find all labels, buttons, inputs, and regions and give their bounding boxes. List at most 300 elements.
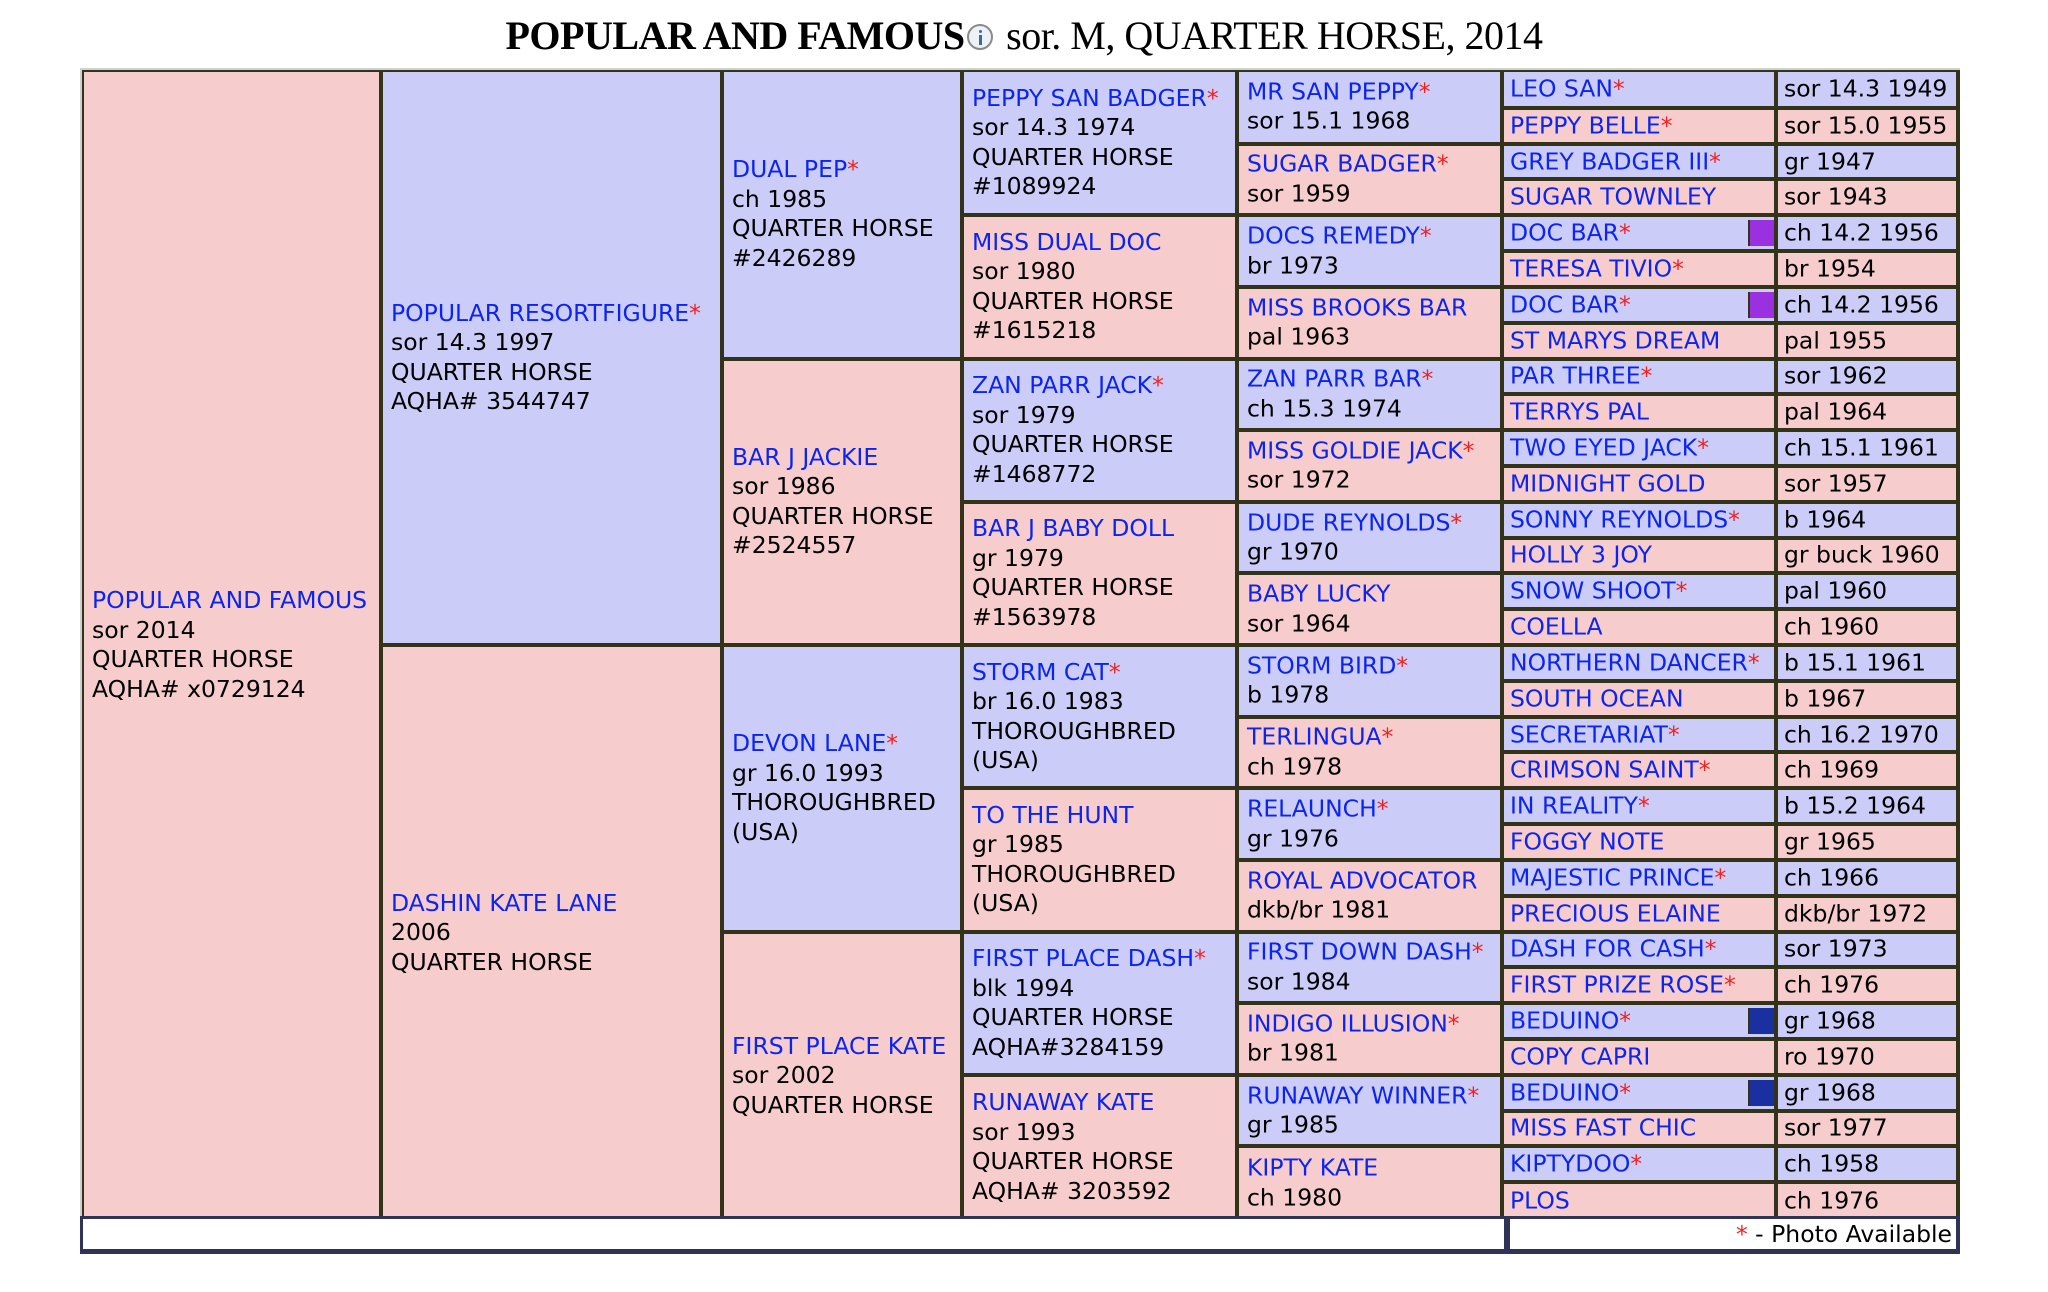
horse-info <box>1247 723 1498 782</box>
gen5-details-cell <box>1778 253 1956 285</box>
gen5-details-cell <box>1778 934 1956 966</box>
gen4-cell <box>1239 504 1500 572</box>
photo-available-icon: * <box>1709 146 1721 175</box>
horse-name-link[interactable]: STORM CAT <box>972 657 1109 686</box>
horse-name-row <box>972 371 1233 401</box>
horse-info <box>1247 651 1498 710</box>
horse-summary: sor. M, QUARTER HORSE, 2014 <box>996 13 1543 58</box>
horse-name-link[interactable]: MAJESTIC PRINCE <box>1510 863 1715 892</box>
horse-detail: sor 15.0 1955 <box>1784 110 1948 139</box>
gen4-cell <box>1239 647 1500 715</box>
horse-name-link[interactable]: SOUTH OCEAN <box>1510 683 1684 712</box>
horse-detail: sor 2014 <box>92 615 196 644</box>
horse-detail: ch 1985 <box>732 184 828 213</box>
pedigree-table <box>80 68 1960 1254</box>
horse-name-title: POPULAR AND FAMOUS <box>505 13 965 58</box>
horse-detail: THOROUGHBRED <box>972 716 1176 745</box>
photo-available-icon: * <box>886 729 899 758</box>
horse-name-link[interactable]: DEVON LANE <box>732 729 887 758</box>
horse-name-row <box>1247 508 1498 538</box>
horse-info <box>972 514 1233 632</box>
horse-name-link[interactable]: KIPTY KATE <box>1247 1153 1379 1182</box>
horse-detail: QUARTER HORSE <box>732 214 934 243</box>
horse-name-row <box>1510 218 1772 248</box>
horse-detail: AQHA# 3544747 <box>391 387 591 415</box>
photo-available-icon: * <box>1723 970 1736 999</box>
horse-name-link[interactable]: DASHIN KATE LANE <box>391 888 618 917</box>
gen3-cell <box>964 790 1235 929</box>
horse-name-row <box>1247 651 1498 681</box>
photo-available-icon: * <box>1376 794 1389 823</box>
horse-name-link[interactable]: POPULAR RESORTFIGURE <box>391 298 690 327</box>
horse-name-link[interactable]: MISS BROOKS BAR <box>1247 293 1468 322</box>
photo-available-icon: * <box>1672 254 1684 283</box>
horse-detail: QUARTER HORSE <box>972 142 1174 171</box>
photo-available-icon: * <box>1419 221 1432 250</box>
horse-name-row <box>1510 863 1772 893</box>
gen4-cell <box>1239 217 1500 285</box>
horse-name-link[interactable]: NORTHERN DANCER <box>1510 648 1748 677</box>
horse-detail: pal 1963 <box>1247 322 1351 351</box>
gen5-details-cell <box>1778 540 1956 572</box>
gen5-name-cell <box>1504 1077 1774 1109</box>
gen5-name-cell <box>1504 325 1774 357</box>
horse-name-link[interactable]: IN REALITY <box>1510 791 1638 820</box>
horse-name-link[interactable]: TERRYS PAL <box>1510 397 1649 426</box>
horse-name-row <box>1247 1009 1498 1039</box>
horse-info <box>972 1088 1233 1206</box>
photo-available-icon: * <box>1381 722 1394 751</box>
color-swatch-icon <box>1748 292 1774 318</box>
horse-name-row <box>1247 866 1498 896</box>
horse-name-row <box>732 155 958 185</box>
gen5-name-cell <box>1504 754 1774 786</box>
gen4-cell <box>1239 1005 1500 1073</box>
photo-available-icon: * <box>1612 74 1625 103</box>
gen5-details-cell <box>1778 719 1956 751</box>
gen5-name-cell <box>1504 898 1774 930</box>
horse-detail: br 16.0 1983 <box>972 687 1124 716</box>
gen5-name-cell <box>1504 790 1774 822</box>
horse-detail: ch 1960 <box>1784 612 1880 641</box>
gen5-name-cell <box>1504 575 1774 607</box>
horse-detail: gr 1965 <box>1784 827 1876 856</box>
horse-name-link[interactable]: MISS FAST CHIC <box>1510 1113 1697 1142</box>
horse-detail: gr 1968 <box>1784 1006 1876 1035</box>
color-swatch-icon <box>1748 1080 1774 1106</box>
horse-detail: sor 1972 <box>1247 465 1351 494</box>
gen3-cell <box>964 72 1235 213</box>
horse-detail: #1089924 <box>972 172 1097 201</box>
horse-detail: sor 1993 <box>972 1117 1076 1146</box>
photo-available-icon: * <box>1152 371 1164 400</box>
gen3-cell <box>964 217 1235 356</box>
gen5-name-cell <box>1504 181 1774 213</box>
horse-detail: #1468772 <box>972 459 1097 488</box>
horse-name-link[interactable]: TO THE HUNT <box>972 800 1134 829</box>
horse-name-row <box>732 1032 958 1062</box>
horse-detail: sor 1962 <box>1784 361 1888 390</box>
horse-name-row <box>1510 254 1772 284</box>
gen5-details-cell <box>1778 361 1956 393</box>
page-title <box>0 12 2048 59</box>
horse-detail: gr buck 1960 <box>1784 540 1940 569</box>
horse-detail: sor 14.3 1949 <box>1784 74 1948 103</box>
horse-name-link[interactable]: MISS GOLDIE JACK <box>1247 436 1463 465</box>
horse-name-row <box>972 1088 1233 1118</box>
gen5-name-cell <box>1504 969 1774 1001</box>
photo-available-icon: * <box>1396 651 1409 680</box>
photo-available-icon: * <box>1206 83 1219 112</box>
horse-detail: sor 2002 <box>732 1061 836 1089</box>
horse-info <box>1247 1009 1498 1068</box>
horse-name-row <box>1247 150 1498 180</box>
horse-name-row <box>1510 1114 1772 1144</box>
horse-detail: QUARTER HORSE <box>972 1003 1174 1032</box>
gen4-cell <box>1239 146 1500 214</box>
photo-available-icon: * <box>1619 1006 1632 1035</box>
horse-name-link[interactable]: FIRST PLACE DASH <box>972 944 1195 973</box>
horse-name-link[interactable]: HOLLY 3 JOY <box>1510 540 1652 569</box>
horse-detail: QUARTER HORSE <box>92 645 294 673</box>
horse-name-link[interactable]: PAR THREE <box>1510 361 1641 390</box>
photo-available-icon: * <box>1421 364 1434 393</box>
horse-detail: #1563978 <box>972 602 1097 631</box>
horse-info <box>1247 1154 1498 1213</box>
gen4-cell <box>1239 72 1500 142</box>
horse-detail: sor 1979 <box>972 400 1076 429</box>
photo-available-icon: * <box>1698 755 1711 784</box>
horse-name-link[interactable]: LEO SAN <box>1510 74 1613 103</box>
horse-detail: gr 1985 <box>1247 1110 1339 1139</box>
horse-name-link[interactable]: RUNAWAY WINNER <box>1247 1081 1468 1110</box>
horse-detail: sor 15.1 1968 <box>1247 106 1411 135</box>
gen2-cell <box>724 72 960 357</box>
horse-name-link[interactable]: DOC BAR <box>1510 218 1619 247</box>
horse-detail: ch 1958 <box>1784 1149 1880 1178</box>
horse-detail: sor 14.3 1997 <box>391 328 555 356</box>
horse-detail: QUARTER HORSE <box>972 1147 1174 1176</box>
horse-name-link[interactable]: TERLINGUA <box>1247 722 1382 751</box>
horse-detail: sor 1984 <box>1247 967 1351 996</box>
gen5-name-cell <box>1504 862 1774 894</box>
photo-available-icon: * <box>1436 149 1449 178</box>
horse-name-row <box>1247 580 1498 610</box>
horse-detail: blk 1994 <box>972 973 1075 1002</box>
photo-available-icon: * <box>1619 290 1631 319</box>
gen5-name-cell <box>1504 217 1774 249</box>
horse-detail: (USA) <box>972 889 1039 918</box>
horse-detail: (USA) <box>732 817 799 846</box>
horse-info <box>1247 293 1498 352</box>
horse-detail: pal 1964 <box>1784 397 1888 426</box>
gen5-details-cell <box>1778 1113 1956 1145</box>
horse-name-link[interactable]: DASH FOR CASH <box>1510 934 1705 963</box>
horse-name-row <box>1510 505 1772 535</box>
gen5-name-cell <box>1504 396 1774 428</box>
horse-info <box>92 586 377 704</box>
gen4-cell <box>1239 1077 1500 1145</box>
horse-detail: b 15.1 1961 <box>1784 648 1926 677</box>
horse-info <box>732 1032 958 1121</box>
horse-name-link[interactable]: ST MARYS DREAM <box>1510 325 1721 354</box>
gen5-name-cell <box>1504 934 1774 966</box>
horse-detail: ch 1978 <box>1247 752 1343 781</box>
horse-info <box>1247 77 1498 136</box>
horse-info <box>1247 580 1498 639</box>
horse-name-row <box>732 729 958 759</box>
horse-name-row <box>391 299 718 329</box>
horse-name-link[interactable]: ZAN PARR JACK <box>972 371 1153 400</box>
gen5-name-cell <box>1504 647 1774 679</box>
horse-detail: 2006 <box>391 917 451 946</box>
horse-name-link[interactable]: CRIMSON SAINT <box>1510 755 1699 784</box>
horse-detail: ch 14.2 1956 <box>1784 218 1939 247</box>
horse-name-row <box>1510 183 1772 213</box>
horse-name-link[interactable]: DUAL PEP <box>732 155 848 184</box>
horse-name-link[interactable]: MIDNIGHT GOLD <box>1510 469 1706 498</box>
gen2-cell <box>724 934 960 1219</box>
horse-detail: b 1978 <box>1247 680 1330 709</box>
horse-name-link[interactable]: KIPTYDOO <box>1510 1149 1631 1178</box>
horse-name-link[interactable]: BEDUINO <box>1510 1077 1620 1106</box>
horse-detail: b 1964 <box>1784 504 1867 533</box>
horse-name-link[interactable]: SUGAR BADGER <box>1247 149 1437 178</box>
horse-name-link[interactable]: SECRETARIAT <box>1510 719 1668 748</box>
horse-name-link[interactable]: BAR J BABY DOLL <box>972 514 1175 543</box>
horse-name-link[interactable]: DOC BAR <box>1510 290 1619 319</box>
horse-detail: br 1954 <box>1784 254 1876 283</box>
horse-info <box>1247 866 1498 925</box>
gen4-cell <box>1239 719 1500 787</box>
gen5-details-cell <box>1778 611 1956 643</box>
horse-name-row <box>1510 362 1772 392</box>
gen3-cell <box>964 934 1235 1073</box>
gen5-name-cell <box>1504 826 1774 858</box>
gen4-cell <box>1239 790 1500 858</box>
horse-detail: QUARTER HORSE <box>732 1090 934 1119</box>
gen4-cell <box>1239 575 1500 643</box>
horse-name-link[interactable]: COPY CAPRI <box>1510 1042 1651 1071</box>
horse-info <box>972 84 1233 202</box>
horse-detail: THOROUGHBRED <box>972 859 1176 888</box>
gen4-cell <box>1239 361 1500 429</box>
horse-name-row <box>1510 111 1772 141</box>
horse-name-link[interactable]: INDIGO ILLUSION <box>1247 1009 1448 1038</box>
gen4-cell <box>1239 432 1500 500</box>
horse-name-link[interactable]: PLOS <box>1510 1186 1570 1215</box>
gen5-details-cell <box>1778 110 1956 142</box>
gen5-details-cell <box>1778 647 1956 679</box>
photo-available-icon: * <box>1467 1081 1480 1110</box>
horse-name-row <box>1247 436 1498 466</box>
horse-name-row <box>972 944 1233 974</box>
horse-name-row <box>92 586 377 616</box>
gen5-details-cell <box>1778 432 1956 464</box>
horse-name-row <box>1247 365 1498 395</box>
gen2-cell <box>724 647 960 930</box>
photo-available-icon: * <box>1637 791 1650 820</box>
horse-name-link[interactable]: FIRST PLACE KATE <box>732 1031 947 1060</box>
horse-detail: dkb/br 1972 <box>1784 898 1928 927</box>
horse-info <box>732 443 958 561</box>
info-icon[interactable] <box>967 24 993 50</box>
horse-name-link[interactable]: BABY LUCKY <box>1247 579 1391 608</box>
horse-detail: QUARTER HORSE <box>391 947 593 976</box>
photo-available-icon: * <box>1660 110 1673 139</box>
horse-name-link[interactable]: BAR J JACKIE <box>732 442 879 471</box>
horse-detail: #2524557 <box>732 531 857 560</box>
horse-name-row <box>1510 648 1772 678</box>
horse-name-link[interactable]: ZAN PARR BAR <box>1247 364 1422 393</box>
horse-name-row <box>1510 541 1772 571</box>
horse-name-link[interactable]: MISS DUAL DOC <box>972 227 1162 256</box>
gen5-details-cell <box>1778 575 1956 607</box>
gen4-cell <box>1239 1148 1500 1218</box>
horse-info <box>1247 1081 1498 1140</box>
horse-name-row <box>1247 293 1498 323</box>
gen5-details-cell <box>1778 72 1956 106</box>
horse-name-row <box>1510 791 1772 821</box>
gen5-details-cell <box>1778 969 1956 1001</box>
gen4-cell <box>1239 934 1500 1002</box>
gen4-cell <box>1239 862 1500 930</box>
photo-available-icon: * <box>1728 504 1740 533</box>
gen5-name-cell <box>1504 504 1774 536</box>
horse-detail: pal 1955 <box>1784 325 1888 354</box>
photo-available-icon: * <box>1450 508 1463 537</box>
gen5-details-cell <box>1778 146 1956 178</box>
horse-name-row <box>1510 147 1772 177</box>
horse-name-row <box>732 443 958 473</box>
gen3-cell <box>964 361 1235 500</box>
gen5-name-cell <box>1504 110 1774 142</box>
horse-info <box>972 371 1233 489</box>
gen5-name-cell <box>1504 1184 1774 1218</box>
gen5-name-cell <box>1504 1148 1774 1180</box>
horse-detail: QUARTER HORSE <box>972 286 1174 315</box>
horse-name-row <box>1510 1042 1772 1072</box>
gen5-details-cell <box>1778 1041 1956 1073</box>
horse-name-link[interactable]: PRECIOUS ELAINE <box>1510 898 1721 927</box>
photo-available-icon: * <box>1675 576 1688 605</box>
horse-name-link[interactable]: SONNY REYNOLDS <box>1510 504 1729 533</box>
horse-detail: sor 1959 <box>1247 179 1351 208</box>
horse-detail: ch 16.2 1970 <box>1784 719 1939 748</box>
gen5-name-cell <box>1504 719 1774 751</box>
horse-name-link[interactable]: DOCS REMEDY <box>1247 221 1420 250</box>
subject-cell <box>84 72 379 1218</box>
gen5-name-cell <box>1504 146 1774 178</box>
gen5-name-cell <box>1504 289 1774 321</box>
horse-name-row <box>1510 577 1772 607</box>
horse-name-row <box>972 228 1233 258</box>
horse-info <box>1247 508 1498 567</box>
horse-name-link[interactable]: ROYAL ADVOCATOR <box>1247 866 1478 895</box>
gen5-name-cell <box>1504 432 1774 464</box>
horse-detail: b 15.2 1964 <box>1784 791 1926 820</box>
horse-name-link[interactable]: FOGGY NOTE <box>1510 827 1665 856</box>
horse-name-row <box>1247 1081 1498 1111</box>
horse-info <box>972 658 1233 776</box>
horse-name-link[interactable]: GREY BADGER III <box>1510 146 1710 175</box>
horse-name-row <box>972 84 1233 114</box>
horse-name-link[interactable]: TERESA TIVIO <box>1510 254 1673 283</box>
gen5-name-cell <box>1504 468 1774 500</box>
horse-detail: b 1967 <box>1784 683 1867 712</box>
horse-name-row <box>1510 1150 1772 1180</box>
horse-name-row <box>1510 899 1772 929</box>
horse-detail: ch 14.2 1956 <box>1784 290 1939 319</box>
horse-info <box>732 155 958 273</box>
photo-available-icon: * <box>1640 361 1653 390</box>
horse-name-row <box>1510 935 1772 965</box>
horse-detail: sor 1957 <box>1784 469 1888 498</box>
gen5-name-cell <box>1504 253 1774 285</box>
gen5-details-cell <box>1778 683 1956 715</box>
color-swatch-icon <box>1748 220 1774 246</box>
horse-name-row <box>391 888 718 918</box>
horse-detail: gr 1970 <box>1247 537 1339 566</box>
gen5-details-cell <box>1778 504 1956 536</box>
horse-detail: QUARTER HORSE <box>391 357 593 386</box>
horse-name-link[interactable]: SUGAR TOWNLEY <box>1510 182 1717 211</box>
horse-info <box>972 801 1233 919</box>
horse-info <box>1247 795 1498 854</box>
horse-name-link[interactable]: PEPPY SAN BADGER <box>972 83 1207 112</box>
horse-name-row <box>1510 827 1772 857</box>
gen5-name-cell <box>1504 1041 1774 1073</box>
horse-detail: gr 1947 <box>1784 146 1876 175</box>
horse-info <box>972 228 1233 346</box>
horse-name-row <box>1247 723 1498 753</box>
horse-name-link[interactable]: RUNAWAY KATE <box>972 1088 1155 1117</box>
horse-name-link[interactable]: TWO EYED JACK <box>1510 433 1698 462</box>
horse-name-link[interactable]: POPULAR AND FAMOUS <box>92 586 368 614</box>
horse-name-row <box>1247 938 1498 968</box>
gen3-cell <box>964 647 1235 786</box>
horse-detail: br 1981 <box>1247 1038 1339 1067</box>
horse-detail: gr 1979 <box>972 543 1064 572</box>
horse-info <box>1247 150 1498 209</box>
horse-name-link[interactable]: BEDUINO <box>1510 1006 1620 1035</box>
horse-name-link[interactable]: FIRST PRIZE ROSE <box>1510 970 1724 999</box>
horse-detail: sor 14.3 1974 <box>972 113 1136 142</box>
horse-detail: AQHA# 3203592 <box>972 1176 1172 1205</box>
horse-detail: gr 1968 <box>1784 1077 1876 1106</box>
horse-name-link[interactable]: COELLA <box>1510 612 1603 641</box>
horse-name-link[interactable]: FIRST DOWN DASH <box>1247 937 1472 966</box>
horse-name-link[interactable]: SNOW SHOOT <box>1510 576 1676 605</box>
horse-name-link[interactable]: MR SAN PEPPY <box>1247 77 1419 106</box>
horse-name-link[interactable]: RELAUNCH <box>1247 794 1377 823</box>
photo-available-icon: * <box>1619 218 1631 247</box>
horse-name-link[interactable]: PEPPY BELLE <box>1510 110 1661 139</box>
photo-available-icon: * <box>1108 657 1121 686</box>
horse-detail: gr 16.0 1993 <box>732 758 884 787</box>
horse-name-row <box>1510 290 1772 320</box>
horse-detail: ch 1980 <box>1247 1183 1343 1212</box>
horse-name-row <box>1510 433 1772 463</box>
horse-detail: gr 1976 <box>1247 824 1339 853</box>
photo-available-icon: * <box>689 298 701 327</box>
photo-available-icon: * <box>1630 1149 1643 1178</box>
gen5-name-cell <box>1504 1113 1774 1145</box>
horse-name-link[interactable]: DUDE REYNOLDS <box>1247 508 1451 537</box>
photo-legend-label: - Photo Available <box>1747 1220 1952 1248</box>
horse-name-link[interactable]: STORM BIRD <box>1247 651 1397 680</box>
horse-info <box>1247 365 1498 424</box>
